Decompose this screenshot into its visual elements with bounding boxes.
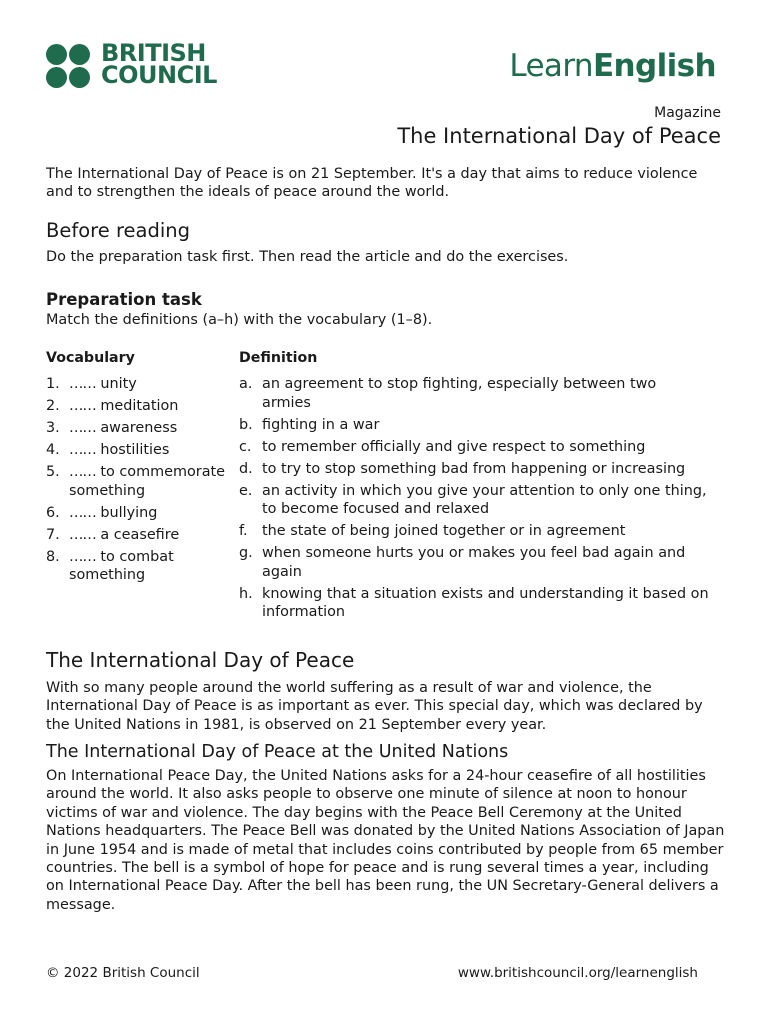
definition-item xyxy=(239,438,709,457)
vocabulary-word: to combat something xyxy=(69,548,174,583)
vocabulary-word: hostilities xyxy=(100,442,170,458)
definition-text: knowing that a situation exists and understanding it based on information xyxy=(262,585,709,620)
vocabulary-item xyxy=(46,504,231,523)
article-paragraph-2: On International Peace Day, the United Nations asks for a 24-hour ceasefire of all hostilities around the world. It also asks people to observe one minute of silence at noon to honour victims of war and violence. The day begins with the Peace Bell Ceremony at the United Nations headquarters. The Peace Bell was donated by the United Nations Association of Japan in June 1954 and is made of metal that includes coins contributed by people from 65 member countries. The bell is a symbol of hope for peace and is rung several times a year, including on International Peace Day. After the bell has been rung, the UN Secretary-General delivers a message. xyxy=(46,768,725,913)
vocabulary-word: awareness xyxy=(100,420,178,436)
definition-letter: h. xyxy=(239,585,253,602)
definition-letter: a. xyxy=(239,376,253,392)
definition-list xyxy=(239,375,709,625)
definition-item xyxy=(239,460,709,479)
before-reading-heading: Before reading xyxy=(46,219,191,242)
vocabulary-item xyxy=(46,397,231,416)
definition-header: Definition xyxy=(239,350,318,366)
learn-bold-text: English xyxy=(592,48,716,84)
preparation-instruction: Match the definitions (a–h) with the vocabulary (1–8). xyxy=(46,312,433,328)
vocabulary-item xyxy=(46,419,231,438)
footer-copyright: © 2022 British Council xyxy=(46,965,200,981)
definition-text: an activity in which you give your attention to only one thing, to become focused and relaxed xyxy=(262,482,707,517)
definition-letter: b. xyxy=(239,416,253,433)
vocabulary-word: a ceasefire xyxy=(100,526,180,543)
before-reading-text: Do the preparation task first. Then read the article and do the exercises. xyxy=(46,249,569,265)
section-label: Magazine xyxy=(654,105,721,121)
vocabulary-number: 2. xyxy=(46,398,60,414)
definition-text: to try to stop something bad from happening or increasing xyxy=(262,460,686,477)
british-council-logo-mark xyxy=(46,44,94,88)
vocabulary-item xyxy=(46,526,231,545)
definition-item xyxy=(239,544,709,581)
brand-line-1: BRITISH xyxy=(101,39,206,67)
learn-light-text: Learn xyxy=(509,48,593,84)
intro-text: The International Day of Peace is on 21 September. It's a day that aims to reduce violence and to strengthen the ideals of peace around the world. xyxy=(46,166,698,201)
definition-item xyxy=(239,482,709,519)
vocabulary-number: 3. xyxy=(46,420,60,436)
page-title: The International Day of Peace xyxy=(397,124,721,148)
definition-text: the state of being joined together or in agreement xyxy=(262,523,626,539)
answer-blank: …… xyxy=(69,526,96,543)
answer-blank: …… xyxy=(69,504,96,521)
article-subheading: The International Day of Peace at the United Nations xyxy=(46,742,509,762)
answer-blank: …… xyxy=(69,548,96,565)
definition-letter: c. xyxy=(239,438,252,455)
answer-blank: …… xyxy=(69,398,96,414)
definition-text: when someone hurts you or makes you feel bad again and again xyxy=(262,545,686,580)
vocabulary-number: 8. xyxy=(46,548,60,565)
definition-item xyxy=(239,416,709,435)
definition-text: an agreement to stop fighting, especially between two armies xyxy=(262,376,657,411)
vocabulary-word: to commemorate something xyxy=(69,464,226,499)
definition-item xyxy=(239,585,709,622)
preparation-heading: Preparation task xyxy=(46,290,202,309)
article-heading: The International Day of Peace xyxy=(46,648,355,672)
definition-letter: e. xyxy=(239,482,253,499)
answer-blank: …… xyxy=(69,376,96,392)
learnenglish-logo xyxy=(509,48,716,84)
definition-letter: d. xyxy=(239,460,253,477)
british-council-logo-text xyxy=(101,39,217,89)
vocabulary-list xyxy=(46,375,231,588)
definition-item xyxy=(239,522,709,541)
footer-url[interactable]: www.britishcouncil.org/learnenglish xyxy=(457,965,698,981)
answer-blank: …… xyxy=(69,464,96,480)
definition-letter: g. xyxy=(239,545,253,561)
vocabulary-number: 1. xyxy=(46,376,60,392)
vocabulary-number: 5. xyxy=(46,464,60,480)
vocabulary-number: 7. xyxy=(46,526,60,543)
definition-letter: f. xyxy=(239,523,248,539)
brand-line-2: COUNCIL xyxy=(101,61,217,89)
answer-blank: …… xyxy=(69,420,96,436)
vocabulary-number: 4. xyxy=(46,442,60,458)
vocabulary-word: meditation xyxy=(100,398,179,414)
definition-item xyxy=(239,375,709,412)
definition-text: to remember officially and give respect to something xyxy=(262,438,646,455)
answer-blank: …… xyxy=(69,442,96,458)
vocabulary-item xyxy=(46,375,231,394)
definition-text: fighting in a war xyxy=(262,416,380,433)
vocabulary-item xyxy=(46,548,231,585)
vocabulary-word: unity xyxy=(100,376,137,392)
vocabulary-number: 6. xyxy=(46,504,60,521)
vocabulary-item xyxy=(46,463,231,500)
article-paragraph-1: With so many people around the world suffering as a result of war and violence, the International Day of Peace is as important as ever. This special day, which was declared by the United Nations in 1981, is observed on 21 September every year. xyxy=(46,680,703,733)
vocabulary-word: bullying xyxy=(100,504,158,521)
vocabulary-header: Vocabulary xyxy=(46,350,135,366)
vocabulary-item xyxy=(46,441,231,460)
